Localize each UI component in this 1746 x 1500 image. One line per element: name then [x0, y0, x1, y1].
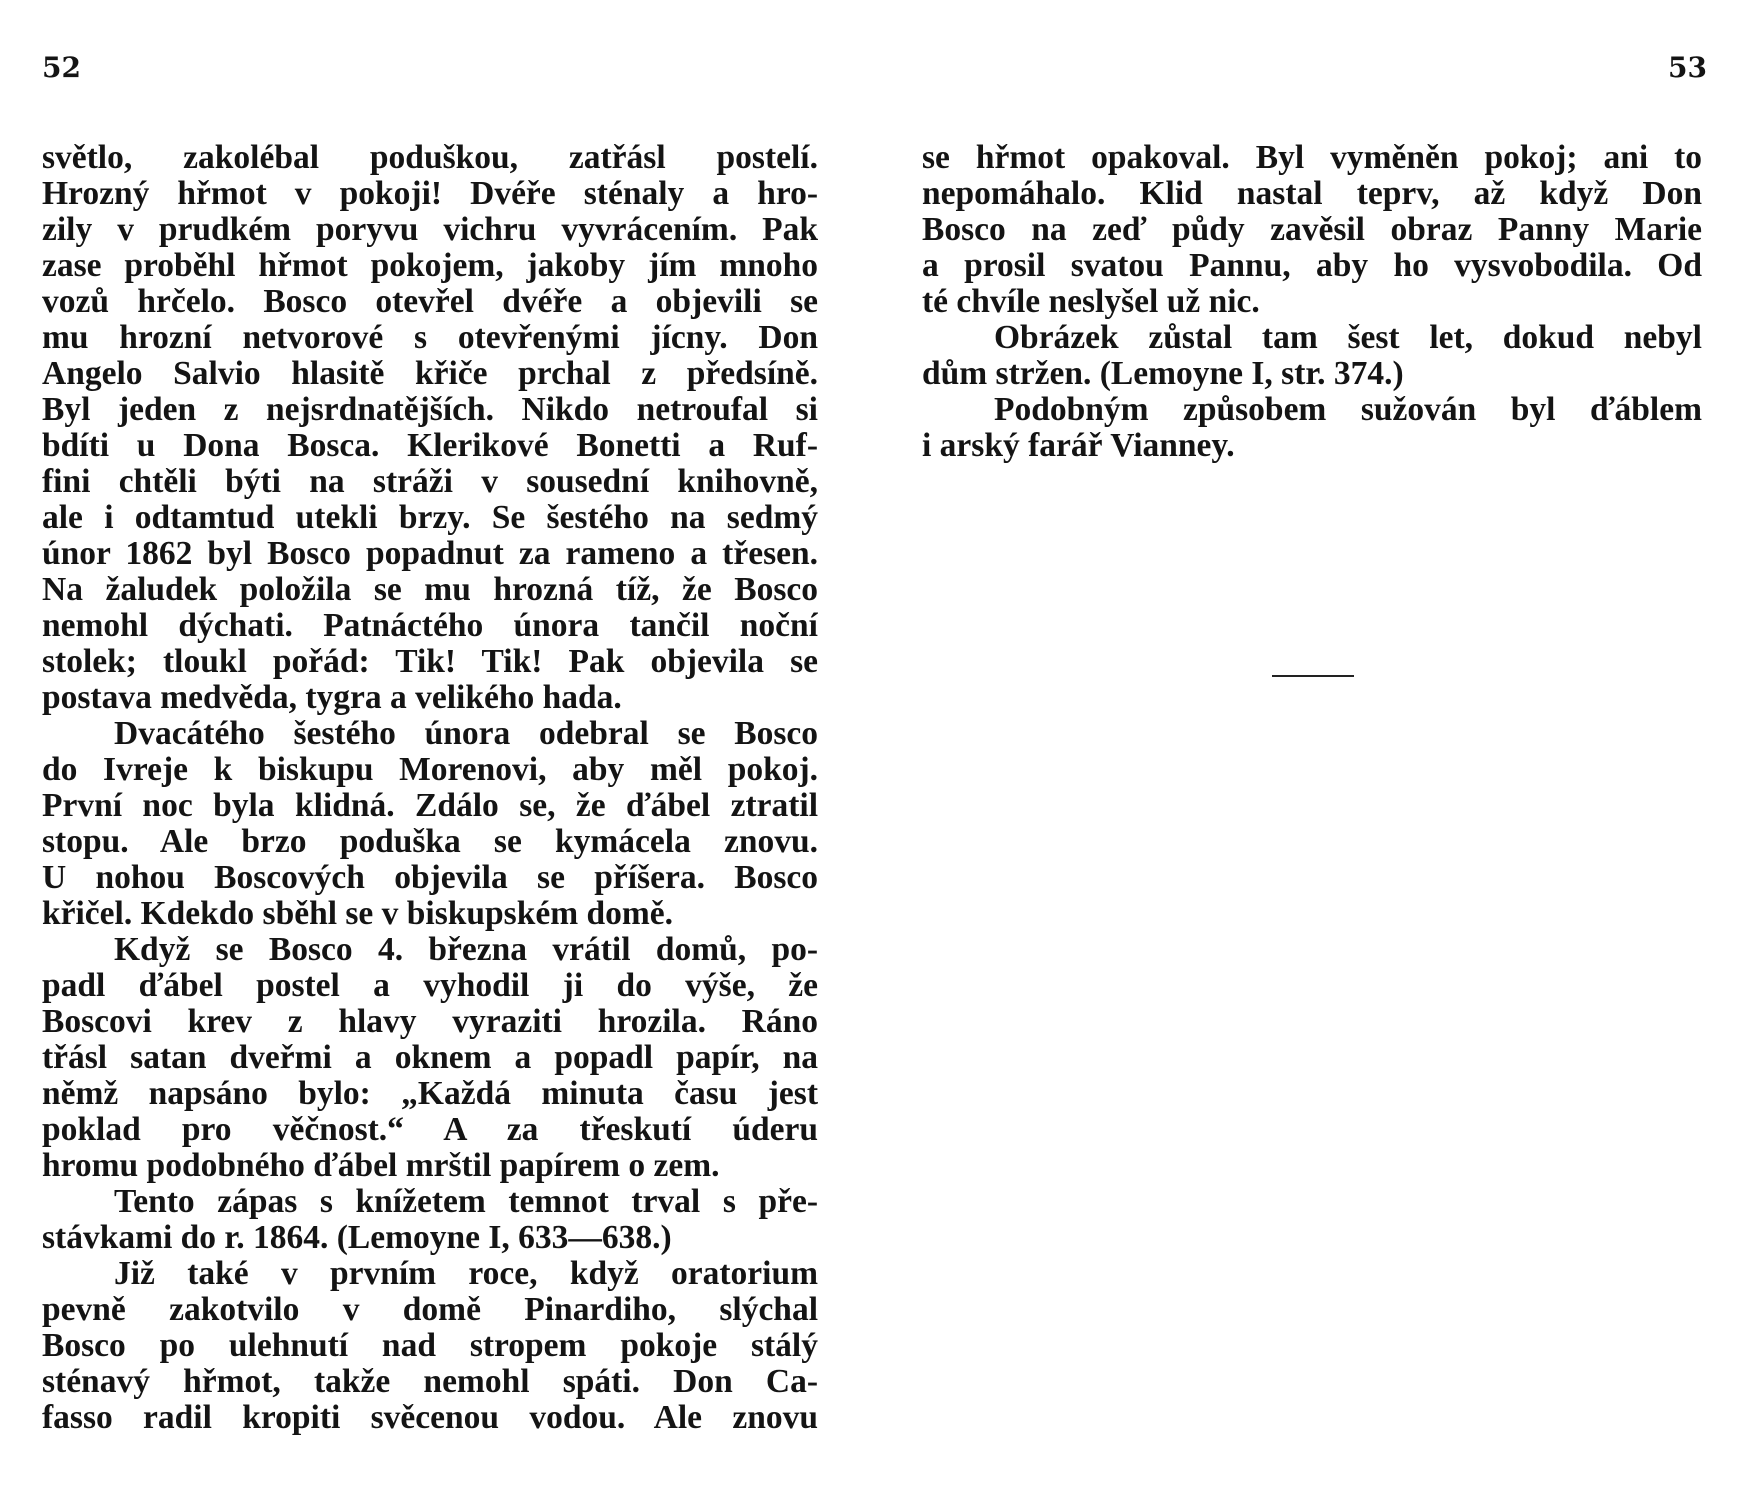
right-page-text — [922, 140, 1702, 464]
text-line: bdíti u Dona Bosca. Klerikové Bonetti a Ruf- — [42, 428, 818, 464]
text-line: zily v prudkém poryvu vichru vyvrácením. Pak — [42, 212, 818, 248]
text-line: křičel. Kdekdo sběhl se v biskupském domě. — [42, 896, 674, 932]
text-line: Bosco na zeď půdy zavěsil obraz Panny Marie — [922, 212, 1702, 248]
text-line: stopu. Ale brzo poduška se kymácela znovu. — [42, 824, 818, 860]
text-line: postava medvěda, tygra a velikého hada. — [42, 680, 622, 716]
text-line: pevně zakotvilo v domě Pinardiho, slýchal — [42, 1292, 818, 1328]
text-line: únor 1862 byl Bosco popadnut za rameno a třesen. — [42, 536, 818, 572]
text-line: fini chtěli býti na stráži v sousední knihovně, — [42, 464, 818, 500]
text-line: světlo, zakolébal poduškou, zatřásl postelí. — [42, 140, 818, 176]
text-line: němž napsáno bylo: „Každá minuta času jest — [42, 1076, 818, 1112]
text-line: a prosil svatou Pannu, aby ho vysvobodila. Od — [922, 248, 1702, 284]
text-line: Boscovi krev z hlavy vyraziti hrozila. Ráno — [42, 1004, 818, 1040]
text-line: stolek; tloukl pořád: Tik! Tik! Pak objevila se — [42, 644, 818, 680]
paragraph-start-line: Dvacátého šestého února odebral se Bosco — [114, 716, 818, 752]
text-line: do Ivreje k biskupu Morenovi, aby měl pokoj. — [42, 752, 818, 788]
text-line: té chvíle neslyšel už nic. — [922, 284, 1260, 320]
left-page-text — [42, 140, 818, 1436]
text-line: nepomáhalo. Klid nastal teprv, až když Don — [922, 176, 1702, 212]
text-line: poklad pro věčnost.“ A za třeskutí úderu — [42, 1112, 818, 1148]
text-line: sténavý hřmot, takže nemohl spáti. Don Ca- — [42, 1364, 818, 1400]
text-line: stávkami do r. 1864. (Lemoyne I, 633—638.) — [42, 1220, 672, 1256]
text-line: zase proběhl hřmot pokojem, jakoby jím mnoho — [42, 248, 818, 284]
text-line: padl ďábel postel a vyhodil ji do výše, že — [42, 968, 818, 1004]
text-line: třásl satan dveřmi a oknem a popadl papír, na — [42, 1040, 818, 1076]
text-line: Byl jeden z nejsrdnatějších. Nikdo netroufal si — [42, 392, 818, 428]
paragraph-start-line: Tento zápas s knížetem temnot trval s pře- — [114, 1184, 818, 1220]
text-line: se hřmot opakoval. Byl vyměněn pokoj; ani to — [922, 140, 1702, 176]
paragraph-start-line: Když se Bosco 4. března vrátil domů, po- — [114, 932, 818, 968]
text-line: Angelo Salvio hlasitě křiče prchal z předsíně. — [42, 356, 818, 392]
text-line: i arský farář Vianney. — [922, 428, 1235, 464]
text-line: První noc byla klidná. Zdálo se, že ďábel ztratil — [42, 788, 818, 824]
text-line: dům stržen. (Lemoyne I, str. 374.) — [922, 356, 1404, 392]
chapter-end-rule — [1272, 675, 1354, 677]
text-line: Na žaludek položila se mu hrozná tíž, že Bosco — [42, 572, 818, 608]
paragraph-start-line: Již také v prvním roce, když oratorium — [114, 1256, 818, 1292]
page-number-right: 53 — [1668, 51, 1707, 84]
text-line: Hrozný hřmot v pokoji! Dvéře sténaly a hro- — [42, 176, 818, 212]
text-line: vozů hrčelo. Bosco otevřel dvéře a objevili se — [42, 284, 818, 320]
text-line: fasso radil kropiti svěcenou vodou. Ale znovu — [42, 1400, 818, 1436]
text-line: mu hrozní netvorové s otevřenými jícny. Don — [42, 320, 818, 356]
text-line: ale i odtamtud utekli brzy. Se šestého na sedmý — [42, 500, 818, 536]
text-line: nemohl dýchati. Patnáctého února tančil noční — [42, 608, 818, 644]
page-number-left: 52 — [42, 51, 81, 84]
text-line: hromu podobného ďábel mrštil papírem o zem. — [42, 1148, 720, 1184]
text-line: U nohou Boscových objevila se příšera. Bosco — [42, 860, 818, 896]
paragraph-start-line: Obrázek zůstal tam šest let, dokud nebyl — [994, 320, 1702, 356]
paragraph-start-line: Podobným způsobem sužován byl ďáblem — [994, 392, 1702, 428]
text-line: Bosco po ulehnutí nad stropem pokoje stálý — [42, 1328, 818, 1364]
